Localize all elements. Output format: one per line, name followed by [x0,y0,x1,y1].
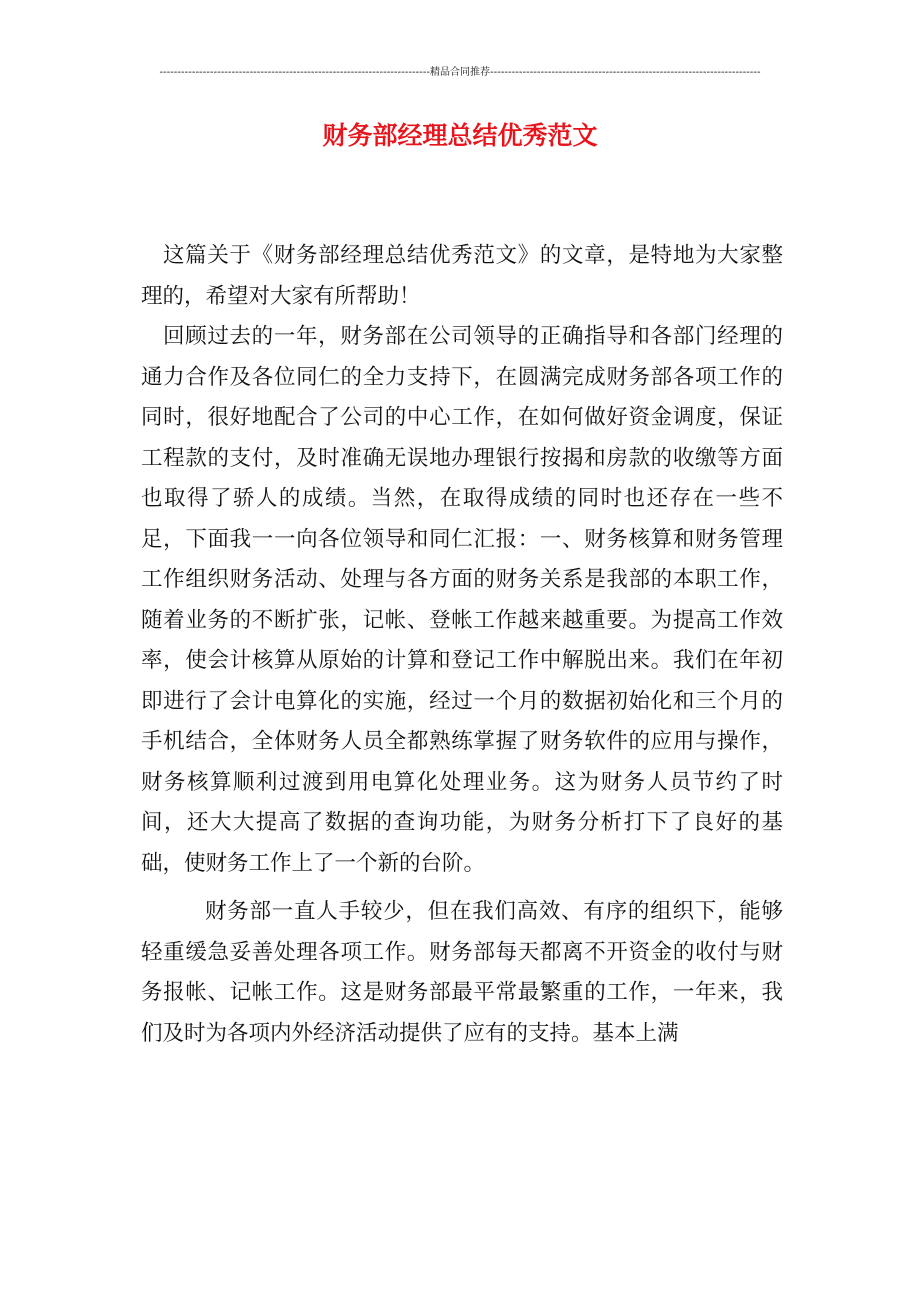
page-header [140,66,780,80]
paragraph-staffing: 财务部一直人手较少，但在我们高效、有序的组织下，能够轻重缓急妥善处理各项工作。财务部每天都离不开资金的收付与财务报帐、记帐工作。这是财务部最平常最繁重的工作，一年来，我们及时为各项内外经济活动提供了应有的支持。基本上满 [141,899,783,1046]
document-body [141,236,783,1054]
header-right-dashes: --------------------------------------------------------------------------- [490,67,761,78]
header-left-dashes: --------------------------------------------------------------------------- [159,67,430,78]
document-title: 财务部经理总结优秀范文 [322,121,598,150]
paragraph-review: 回顾过去的一年，财务部在公司领导的正确指导和各部门经理的通力合作及各位同仁的全力支持下，在圆满完成财务部各项工作的同时，很好地配合了公司的中心工作，在如何做好资金调度，保证工程款的支付，及时准确无误地办理银行按揭和房款的收缴等方面也取得了骄人的成绩。当然，在取得成绩的同时也还存在一些不足，下面我一一向各位领导和同仁汇报：一、财务核算和财务管理工作组织财务活动、处理与各方面的财务关系是我部的本职工作，随着业务的不断扩张，记帐、登帐工作越来越重要。为提高工作效率，使会计核算从原始的计算和登记工作中解脱出来。我们在年初即进行了会计电算化的实施，经过一个月的数据初始化和三个月的手机结合，全体财务人员全都熟练掌握了财务软件的应用与操作，财务核算顺利过渡到用电算化处理业务。这为财务人员节约了时间，还大大提高了数据的查询功能，为财务分析打下了良好的基础，使财务工作上了一个新的台阶。 [141,324,783,876]
paragraph-intro: 这篇关于《财务部经理总结优秀范文》的文章，是特地为大家整理的，希望对大家有所帮助！ [141,243,783,309]
header-label: 精品合同推荐 [430,67,490,78]
